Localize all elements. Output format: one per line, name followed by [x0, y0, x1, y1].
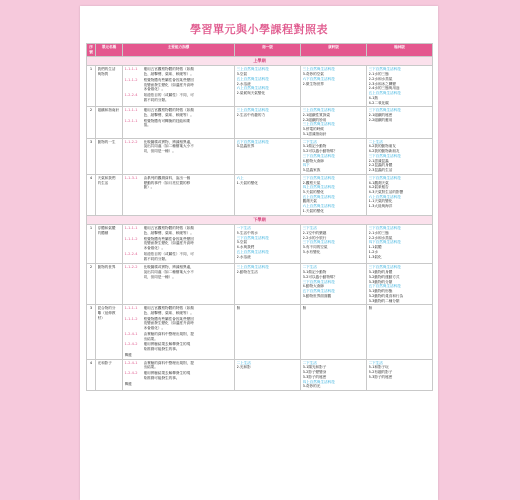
indicator-text-line: 說出共同處（如二種樹葉大小不	[143, 270, 194, 275]
page-title: 學習單元與小學課程對照表	[190, 23, 328, 36]
hanlin-lesson: 4-2我的動物新朋友	[368, 149, 400, 154]
hanlin-textbook-title: 三下自然與生活科技	[368, 226, 401, 231]
table-row	[87, 225, 433, 264]
indicator-text-line: 比較圖樣或實物，辨識相異處，	[143, 139, 194, 144]
hanlin-lesson: 2-2水和水蒸氣	[368, 76, 393, 81]
nanyi-textbook-title: 六上	[236, 175, 244, 180]
indicator-text-line: 色、敲擊聲、氣味、軟硬等）。	[143, 230, 194, 235]
unit-name	[96, 305, 123, 359]
indicator-code: 1-2-2-4	[124, 93, 138, 98]
kangxuan-lesson: 無	[302, 306, 307, 311]
indicators-cell	[123, 305, 235, 359]
indicator-text	[144, 140, 233, 154]
kangxuan-lesson: 3.昆蟲家族	[302, 168, 321, 173]
indicator-text-line: 知道依目的（或屬性）不同，可	[143, 93, 194, 98]
indicator-code: 1-2-2-4	[124, 251, 138, 256]
indicator-code: 1-1-2-2	[124, 139, 138, 144]
indicator-text	[144, 317, 233, 331]
hanlin-cell	[367, 264, 433, 305]
kangxuan-textbook-title: 五上自然與生活科技	[302, 194, 335, 199]
kangxuan-cell	[301, 138, 367, 174]
kangxuan-textbook-title: 三上自然與生活科技	[302, 108, 335, 113]
indicator-text-line: 做不同的分類。	[143, 97, 169, 102]
kangxuan-lesson: 1.天氣的變化	[302, 208, 324, 213]
hanlin-cell	[367, 107, 433, 138]
indicator-text-line: 象推測可能發生的事。	[143, 347, 180, 352]
indicator-text	[144, 332, 233, 341]
indicator-text	[144, 226, 233, 235]
kangxuan-lesson: 3.動物世界面面觀	[302, 293, 332, 298]
nanyi-cell	[235, 66, 301, 107]
indicator-item	[125, 317, 233, 331]
hanlin-lesson: 3-3動物的二種分類	[368, 298, 400, 303]
hanlin-lesson: 5-3影子的秘密	[368, 374, 393, 379]
kangxuan-textbook-title: 四上自然與生活科技	[302, 185, 335, 190]
indicator-code: 1-1-1-1	[124, 306, 138, 311]
nanyi-cell	[235, 305, 301, 359]
hanlin-lesson: 2-1認識昆蟲	[368, 158, 389, 163]
kangxuan-lesson: 3-3影子的秘密	[302, 374, 327, 379]
indicator-code: 1-1-1-1	[124, 108, 138, 113]
kangxuan-lesson: 2-2水的小旅行	[302, 235, 327, 240]
kangxuan-lesson: 3.停電的時候	[302, 127, 324, 132]
nanyi-lesson: 2.生活中有趣的力	[236, 113, 266, 117]
hanlin-lesson: 5-2有趣的影子	[368, 370, 393, 375]
indicator-text-line: 運用五官觀察物體的特徵（如顏	[143, 108, 194, 113]
nanyi-lesson: 2.氣候與天氣變化	[236, 91, 266, 96]
hanlin-textbook-title: 六上自然與生活科技	[368, 194, 401, 199]
unit-name-line: 浮體和氣體	[97, 226, 116, 231]
hanlin-textbook-title: 三下自然與生活科技	[368, 153, 401, 158]
hanlin-lesson: 1-1氣體	[368, 245, 382, 250]
indicator-text-line: 做不同的分類。	[143, 256, 169, 261]
nanyi-lesson: 5.生活中的水	[236, 230, 258, 235]
semester-label: 上學期	[87, 56, 433, 66]
hanlin-lesson: 2-1水的三態	[368, 230, 389, 235]
document-page	[80, 6, 438, 500]
indicator-item	[125, 237, 233, 251]
unit-name-line: 我們的生活	[97, 67, 116, 72]
hanlin-lesson: 2-2昆蟲的身體	[368, 163, 393, 168]
nanyi-lesson: 4.水與我們	[236, 245, 255, 250]
unit-name	[96, 174, 123, 215]
kangxuan-lesson: 3-1認識指南針	[302, 131, 327, 136]
kangxuan-lesson: 2-1空中的樂趣	[302, 230, 327, 235]
nanyi-textbook-title: 五上自然與生活科技	[236, 249, 269, 254]
hanlin-lesson: 2-4水的三態與用途	[368, 86, 400, 91]
indicator-code: 1-1-3-1	[124, 175, 138, 180]
hanlin-lesson: 4-2氣象報告	[368, 185, 389, 190]
kangxuan-textbook-title: 六上自然與生活科技	[302, 204, 335, 209]
indicator-item	[125, 78, 233, 92]
kangxuan-lesson: 3-1陽光和影子	[302, 365, 327, 370]
unit-number: 2	[87, 107, 96, 138]
unit-name	[96, 138, 123, 174]
indicator-code: 1-2-4-1	[124, 360, 138, 365]
unit-name	[96, 66, 123, 107]
semester-row	[87, 56, 433, 66]
unit-number: 1	[87, 66, 96, 107]
kangxuan-textbook-title: 三下自然與生活科技	[302, 175, 335, 180]
indicator-text-line: 察覺物體有些屬性會因某些變因	[143, 316, 194, 321]
nanyi-cell	[235, 174, 301, 215]
indicator-text-line: 色、敲擊聲、氣味、軟硬等）。	[143, 72, 194, 77]
nanyi-lesson: 2.水溶液	[236, 254, 251, 259]
hanlin-lesson: 3-2動物的覓食和行為	[368, 293, 404, 298]
kangxuan-lesson: 4.動物大會師	[302, 284, 324, 289]
indicator-text-line: 改變而發生變化（如溫度升高時	[143, 241, 194, 246]
hanlin-lesson: 1-3大陸與海洋	[368, 204, 393, 209]
table-header-row	[87, 44, 433, 57]
kangxuan-cell	[301, 305, 367, 359]
hanlin-lesson: 1-3氣化	[368, 254, 382, 259]
indicator-item	[125, 108, 233, 117]
col-header-indicators: 主要能力指標	[123, 44, 235, 57]
indicator-text	[144, 108, 233, 117]
indicator-text-line: 說出共同處（如二種樹葉大小不	[143, 144, 194, 149]
indicators-cell	[123, 107, 235, 138]
indicator-code: 1-1-2-2	[124, 265, 138, 270]
indicator-item	[125, 306, 233, 315]
indicator-text-line: 同，但同是一種）。	[143, 149, 176, 154]
unit-name	[96, 264, 123, 305]
kangxuan-lesson: 3.天氣的變化	[302, 190, 324, 195]
kangxuan-lesson: 3-1做記小動物	[302, 270, 327, 275]
indicator-text	[144, 265, 233, 279]
unit-name-line: 動物的世界	[97, 265, 116, 270]
unit-name	[96, 359, 123, 390]
unit-number: 2	[87, 264, 96, 305]
indicator-text-line: 冰會熔化）。	[143, 246, 166, 251]
nanyi-textbook-title: 五下自然與生活科技	[236, 139, 269, 144]
unit-name-line: 磁鐵和指南針	[97, 108, 120, 113]
hanlin-cell	[367, 225, 433, 264]
unit-name-line: 混合物的分	[97, 306, 116, 311]
col-header-nanyi: 南一版	[235, 44, 301, 57]
nanyi-textbook-title: 三上自然與生活科技	[236, 108, 269, 113]
nanyi-lesson: 3.空氣	[236, 240, 248, 245]
nanyi-cell	[235, 359, 301, 390]
indicator-text	[144, 306, 233, 315]
indicator-code: 1-1-1-1	[124, 226, 138, 231]
indicator-text	[144, 67, 233, 76]
indicator-code: 1-1-1-2	[124, 316, 138, 321]
indicator-item	[125, 252, 233, 261]
hanlin-lesson: 3-2動物的運動方式	[368, 274, 400, 279]
indicator-text	[144, 93, 233, 102]
kangxuan-lesson: 3-1做記小動物	[302, 144, 327, 149]
hanlin-lesson: 1-2水	[368, 249, 378, 254]
col-header-kangxuan: 康軒版	[301, 44, 367, 57]
indicator-text-line: 同，但同是一種）。	[143, 274, 176, 279]
hanlin-cell	[367, 305, 433, 359]
indicator-code: 1-1-1-1	[124, 67, 138, 72]
kangxuan-lesson: 2.微生物世界	[302, 81, 324, 86]
nanyi-lesson: 1.天氣的變化	[236, 180, 258, 185]
indicator-text-line: 改變而發生變化（如溫度升高時	[143, 82, 194, 87]
unit-name-line: 光和影子	[97, 360, 112, 365]
semester-label: 下學期	[87, 215, 433, 225]
col-header-unit: 單元名稱	[96, 44, 123, 57]
col-header-hanlin: 翰林版	[367, 44, 433, 57]
table-row	[87, 138, 433, 174]
indicator-text-line: 察覺物體有可轉換的技能和要	[143, 118, 191, 123]
indicator-text-line: 察覺物體有些屬性會因某些變因	[143, 77, 194, 82]
hanlin-lesson: 2-2磁鐵的應用	[368, 117, 393, 122]
indicator-text-line: 冰會熔化）。	[143, 326, 166, 331]
indicator-text-line: 知道依目的（或屬性）不同，可	[143, 251, 194, 256]
indicator-text-line: 動）。	[143, 185, 155, 190]
indicator-text-line: 色、敲擊聲、氣味、軟硬等）。	[143, 310, 194, 315]
unit-name-line: 的生活	[97, 180, 109, 185]
hanlin-lesson: 4-1觀測天氣	[368, 180, 389, 185]
indicators-cell	[123, 174, 235, 215]
indicator-item	[125, 332, 233, 341]
nanyi-textbook-title: 一下生活	[236, 226, 251, 231]
indicator-text-line: 比較圖樣或實物，辨識相異處，	[143, 265, 194, 270]
indicators-cell	[123, 359, 235, 390]
curriculum-table	[86, 43, 433, 391]
indicator-text	[144, 237, 233, 251]
nanyi-lesson: 2.動物在生活	[236, 270, 258, 275]
indicator-text-line: 象推測可能發生的事。	[143, 375, 180, 380]
nanyi-lesson: 2.光和影	[236, 365, 251, 370]
kangxuan-textbook-title: 三上自然與生活科技	[302, 122, 335, 127]
hanlin-lesson: 3-3動物的分類	[368, 279, 393, 284]
unit-name-line: 動物的一生	[97, 139, 116, 144]
unit-number: 4	[87, 359, 96, 390]
hanlin-textbook-title: 二上生活	[368, 139, 383, 144]
indicator-text-line: 出結果。	[143, 365, 158, 370]
hanlin-lesson: 1-1天氣的變化	[368, 199, 393, 204]
indicator-code: 1-1-1-2	[124, 236, 138, 241]
nanyi-lesson: 3.昆蟲世界	[236, 144, 255, 149]
indicator-text-line: 運用實驗結果去解釋發生的現	[143, 371, 191, 376]
hanlin-lesson: 2-2水和水蒸氣	[368, 235, 393, 240]
semester-row	[87, 215, 433, 225]
unit-number: 1	[87, 225, 96, 264]
kangxuan-lesson: 4.動物大會師	[302, 158, 324, 163]
indicators-cell	[123, 138, 235, 174]
hanlin-textbook-title: 五下自然與生活科技	[368, 284, 401, 289]
nanyi-textbook-title: 五上自然與生活科技	[236, 76, 269, 81]
nanyi-lesson: 3.空氣	[236, 72, 248, 77]
kangxuan-textbook-title: 三下自然與生活科技	[302, 153, 335, 158]
nanyi-textbook-title: 三上自然與生活科技	[236, 265, 269, 270]
hanlin-textbook-title: 二下生活	[368, 360, 383, 365]
indicator-text	[144, 342, 233, 351]
indicator-item	[125, 265, 233, 279]
kangxuan-textbook-title: 四下	[302, 163, 310, 168]
indicator-text	[144, 361, 233, 370]
indicator-text-line: 運用五官觀察物體的特徵（如顏	[143, 67, 194, 72]
indicator-text-line: 由系列的觀測資料，說出一個	[143, 175, 191, 180]
nanyi-textbook-title: 二上生活	[236, 360, 251, 365]
indicator-code: 1-1-1-2	[124, 77, 138, 82]
table-row	[87, 174, 433, 215]
nanyi-textbook-title: 三下自然與生活科技	[236, 235, 269, 240]
hanlin-lesson: 4-3天氣對生活的影響	[368, 190, 404, 195]
indicator-text	[144, 252, 233, 261]
indicator-text	[144, 119, 233, 128]
hanlin-textbook-title: 三下自然與生活科技	[368, 175, 401, 180]
table-row	[87, 66, 433, 107]
indicator-text-line: 改變而發生變化（如溫度升高時	[143, 321, 194, 326]
nanyi-lesson: 2.水溶液	[236, 81, 251, 86]
kangxuan-cell	[301, 66, 367, 107]
kangxuan-textbook-title: 二下生活	[302, 265, 317, 270]
kangxuan-lesson: 3-2可以養小動物嗎？	[302, 274, 338, 279]
hanlin-lesson: 3-1動物的身體	[368, 270, 393, 275]
indicator-text-line: 察覺物體有些屬性會因某些變因	[143, 236, 194, 241]
unit-name-line: 的體積	[97, 230, 109, 235]
indicator-text	[144, 78, 233, 92]
kangxuan-lesson: 3-2可以養小動物嗎？	[302, 149, 338, 154]
hanlin-textbook-title: 三下自然與生活科技	[368, 108, 401, 113]
indicator-item	[125, 226, 233, 235]
hanlin-cell	[367, 359, 433, 390]
indicator-text-line: 色、敲擊聲、氣味、軟硬等）。	[143, 113, 194, 117]
nanyi-cell	[235, 264, 301, 305]
hanlin-lesson: 4-2我的動物朋友	[368, 144, 396, 149]
table-row	[87, 305, 433, 359]
indicator-code: 1-2-4-2	[124, 342, 138, 347]
hanlin-lesson: 4-2二氧化碳	[368, 100, 389, 105]
indicator-item	[125, 140, 233, 154]
kangxuan-textbook-title: 六下自然與生活科技	[302, 76, 335, 81]
unit-name	[96, 107, 123, 138]
hanlin-textbook-title: 三下自然與生活科技	[368, 67, 401, 72]
indicator-note: 傳遞	[124, 352, 132, 357]
indicator-code: 1-2-4-2	[124, 371, 138, 376]
hanlin-lesson: 2-3昆蟲的生活	[368, 168, 393, 173]
unit-name-line: 與物質	[97, 72, 109, 77]
kangxuan-textbook-title: 二下生活	[302, 139, 317, 144]
col-header-num: 序號	[87, 44, 96, 57]
hanlin-cell	[367, 66, 433, 107]
hanlin-lesson: 2-3水和冰之轉變	[368, 81, 396, 86]
hanlin-textbook-title: 三下自然與生活科技	[368, 265, 401, 270]
indicator-text-line: 變動的事件（如月亮位置的移	[143, 180, 191, 185]
kangxuan-cell	[301, 359, 367, 390]
indicator-item	[125, 67, 233, 76]
indicator-note: 傳遞	[124, 381, 132, 386]
kangxuan-textbook-title: 三下自然與生活科技	[302, 279, 335, 284]
indicator-code: 1-2-1-1	[124, 118, 138, 123]
kangxuan-textbook-title: 三下生活	[302, 226, 317, 231]
indicator-text-line: 運用五官觀察物體的特徵（如顏	[143, 306, 194, 311]
indicators-cell	[123, 264, 235, 305]
unit-name	[96, 225, 123, 264]
nanyi-textbook-title: 六上自然與生活科技	[236, 86, 269, 91]
hanlin-lesson: 5-1和影子玩	[368, 365, 389, 370]
table-row	[87, 107, 433, 138]
hanlin-textbook-title: 五上自然與生活科技	[368, 91, 401, 96]
hanlin-cell	[367, 174, 433, 215]
kangxuan-lesson: 3.有不同的空氣	[302, 245, 328, 250]
kangxuan-lesson: 3.水有變化	[302, 249, 321, 254]
kangxuan-lesson: 2-2磁鐵的妙用	[302, 117, 327, 122]
table-row	[87, 359, 433, 390]
indicator-text	[144, 176, 233, 190]
kangxuan-lesson: 2-1磁鐵性質探索	[302, 113, 330, 117]
unit-number: 3	[87, 305, 96, 359]
hanlin-textbook-title: 四下自然與生活科技	[368, 240, 401, 245]
nanyi-lesson: 無	[236, 306, 241, 311]
indicator-text-line: 由實驗的資料中整理出規則，提	[143, 360, 194, 365]
kangxuan-lesson: 3-2影子變變身	[302, 370, 327, 375]
indicator-text-line: 出結果。	[143, 336, 158, 341]
kangxuan-lesson: 2.觀察天氣	[302, 180, 321, 185]
indicator-item	[125, 361, 233, 370]
table-row	[87, 264, 433, 305]
kangxuan-textbook-title: 五下自然與生活科技	[302, 289, 335, 294]
hanlin-lesson: 2-1水的三態	[368, 72, 389, 77]
indicator-text-line: 冰會熔化）。	[143, 87, 166, 92]
indicator-item	[125, 371, 233, 380]
unit-name-line: 天氣和我們	[97, 175, 116, 180]
indicator-text-line: 由實驗的資料中整理出規則，提	[143, 331, 194, 336]
kangxuan-textbook-title: 四上自然與生活科技	[302, 379, 335, 384]
kangxuan-lesson: 觀測天氣	[302, 199, 317, 204]
unit-number: 4	[87, 174, 96, 215]
kangxuan-textbook-title: 二下生活	[302, 360, 317, 365]
indicator-item	[125, 119, 233, 128]
hanlin-lesson: 4-1熱	[368, 95, 378, 100]
unit-number: 3	[87, 138, 96, 174]
kangxuan-cell	[301, 225, 367, 264]
indicator-text	[144, 371, 233, 380]
kangxuan-cell	[301, 264, 367, 305]
indicator-item	[125, 176, 233, 190]
kangxuan-cell	[301, 174, 367, 215]
indicator-text-line: 運用五官觀察物體的特徵（如顏	[143, 226, 194, 231]
indicator-item	[125, 342, 233, 351]
indicator-text-line: 運用實驗結果去解釋發生的現	[143, 342, 191, 347]
hanlin-lesson: 無	[368, 306, 373, 311]
indicators-cell	[123, 66, 235, 107]
indicators-cell	[123, 225, 235, 264]
kangxuan-cell	[301, 107, 367, 138]
kangxuan-textbook-title: 三上自然與生活科技	[302, 67, 335, 72]
kangxuan-lesson: 3.奇妙的空氣	[302, 72, 324, 77]
nanyi-cell	[235, 225, 301, 264]
indicator-text-line: 領。	[143, 123, 151, 128]
kangxuan-textbook-title: 三下自然與生活科技	[302, 240, 335, 245]
indicator-code: 1-2-4-1	[124, 331, 138, 336]
nanyi-cell	[235, 138, 301, 174]
indicator-item	[125, 93, 233, 102]
kangxuan-lesson: 3.奇妙的光	[302, 384, 321, 389]
hanlin-lesson: 3-1動物的形態	[368, 289, 393, 294]
unit-name-line: 材）	[97, 315, 105, 320]
hanlin-cell	[367, 138, 433, 174]
unit-name-line: 離（延伸教	[97, 310, 116, 315]
hanlin-lesson: 2-1磁鐵的秘密	[368, 113, 393, 117]
nanyi-textbook-title: 三上自然與生活科技	[236, 67, 269, 72]
nanyi-cell	[235, 107, 301, 138]
